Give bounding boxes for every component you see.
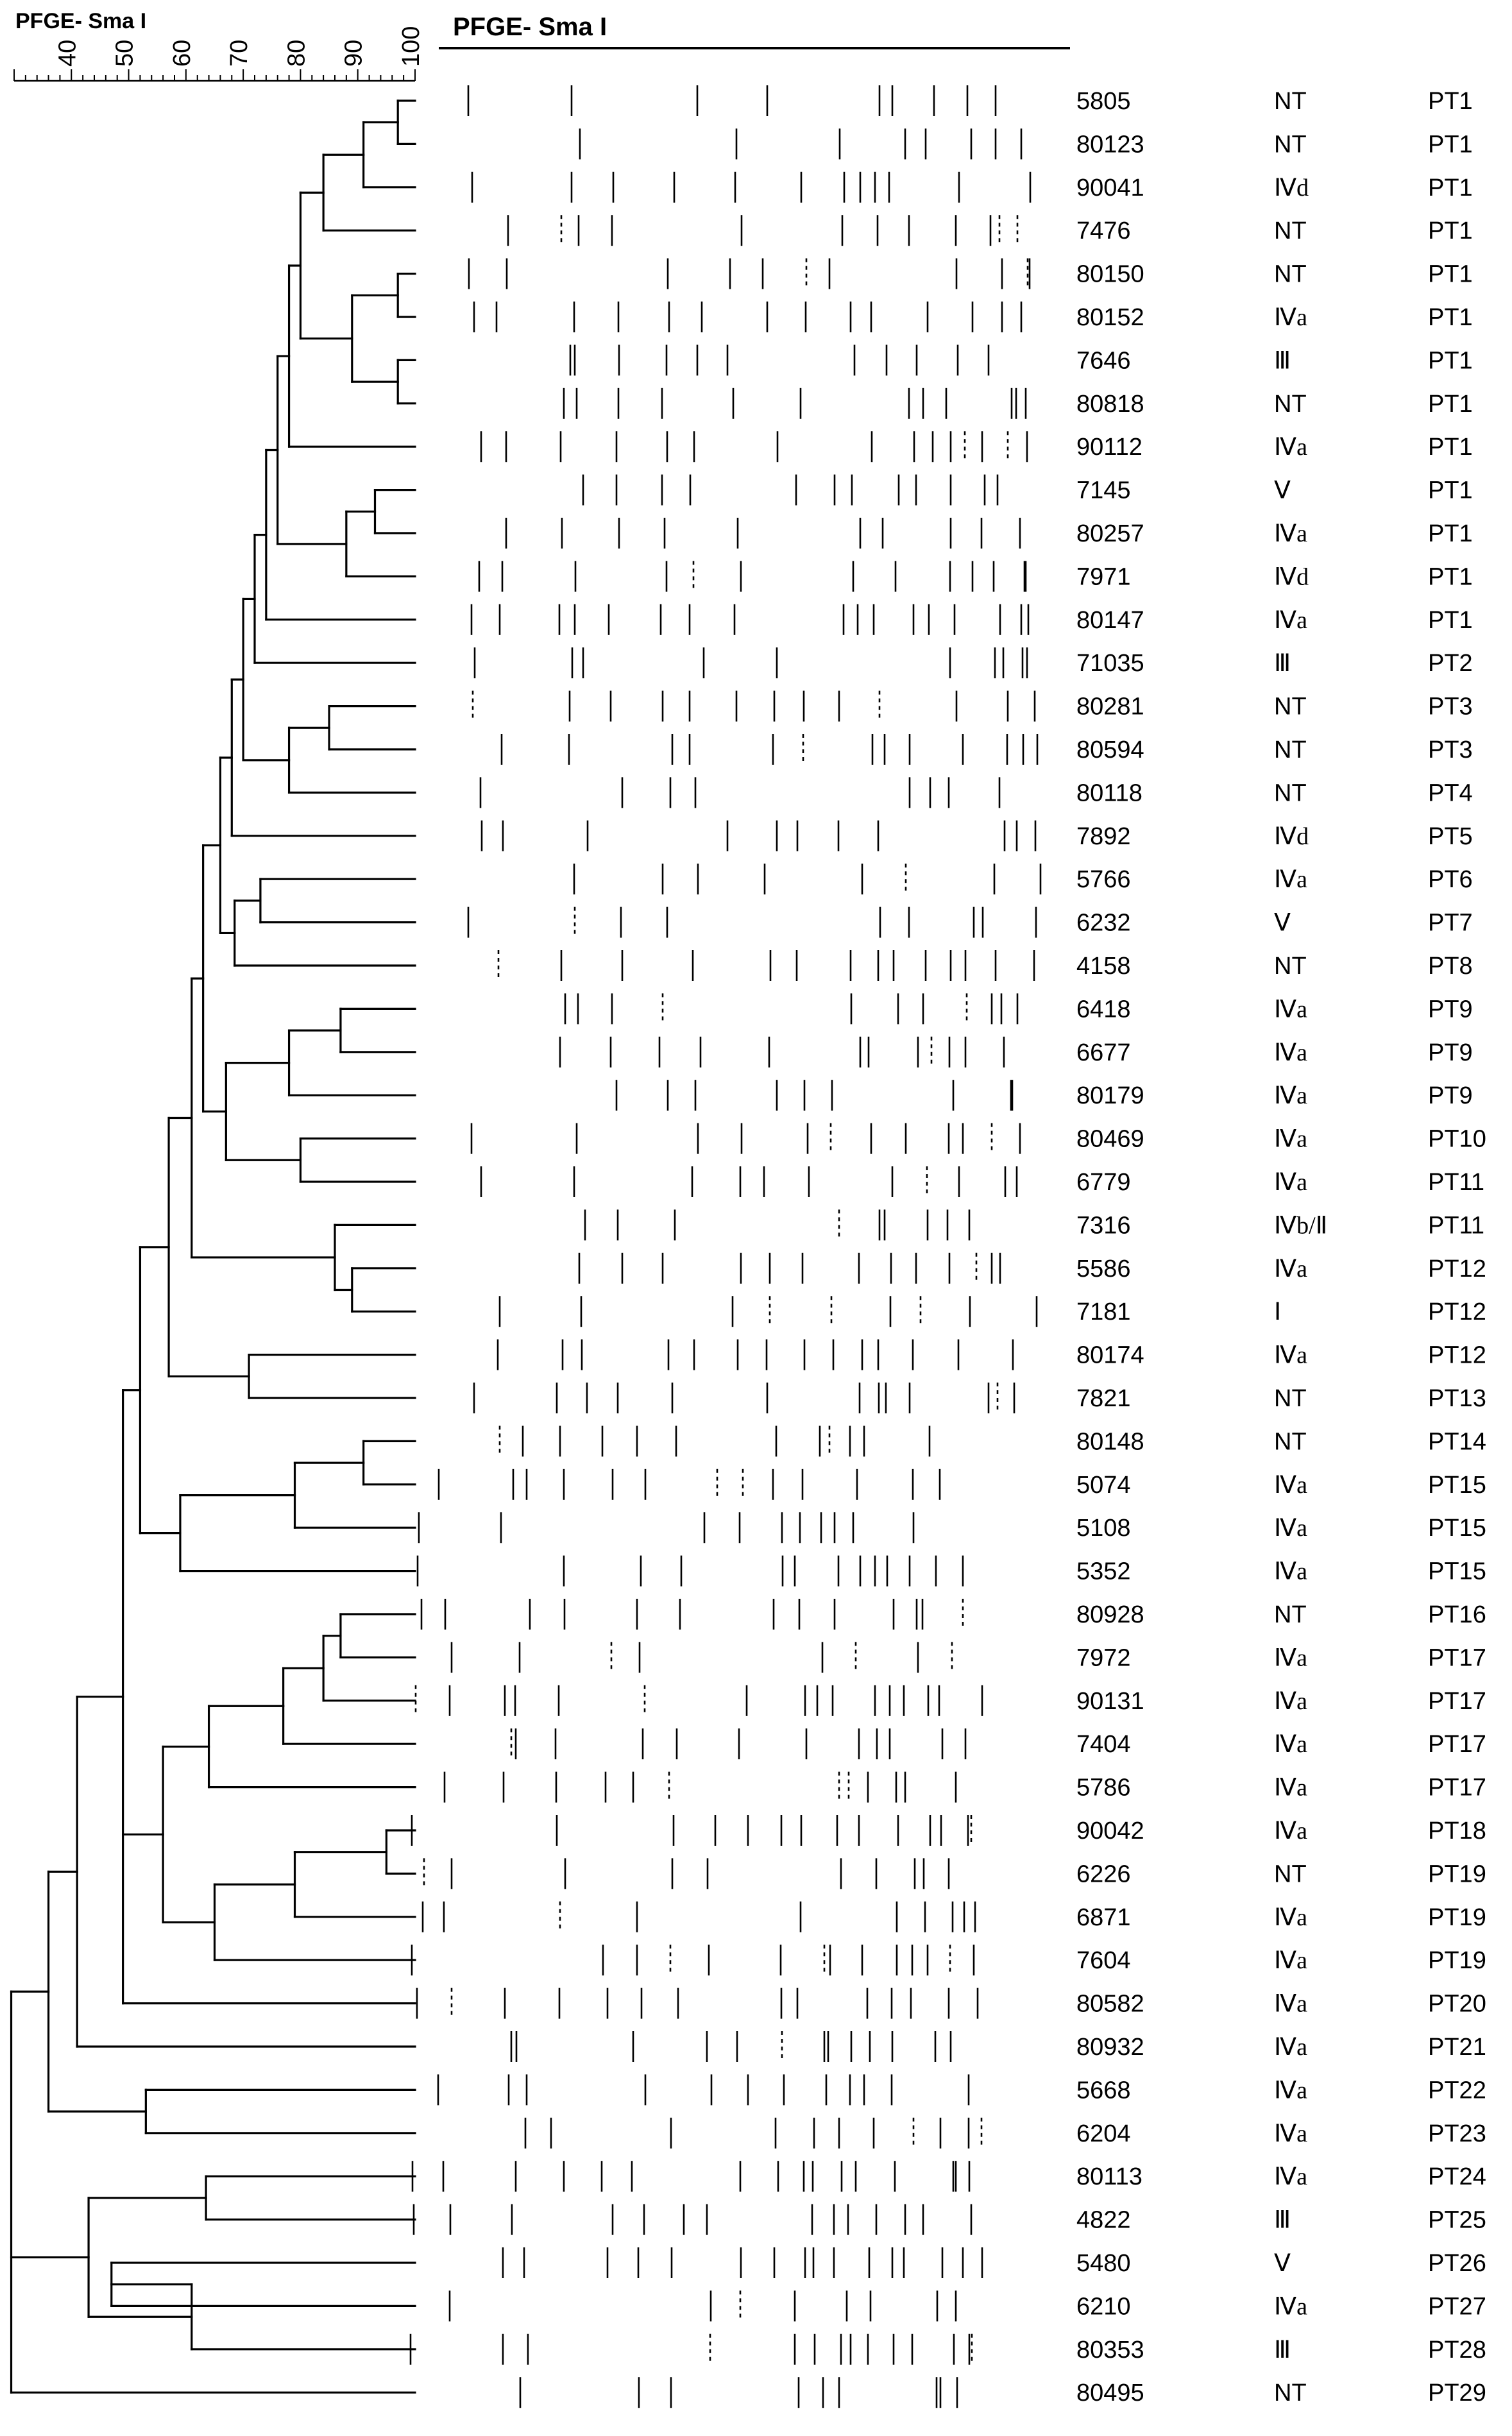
- isolate-id: 80113: [1076, 2163, 1142, 2191]
- serotype-label: Ⅳa: [1274, 1818, 1307, 1844]
- isolate-id: 80594: [1076, 737, 1144, 763]
- serotype-label: NT: [1274, 1861, 1307, 1888]
- pulsotype-label: PT17: [1428, 1687, 1486, 1715]
- isolate-id: 6871: [1076, 1904, 1131, 1931]
- serotype-label: Ⅳa: [1274, 1558, 1307, 1585]
- serotype-label: Ⅲ: [1274, 347, 1291, 375]
- serotype-label: Ⅲ: [1274, 2206, 1291, 2234]
- pulsotype-label: PT8: [1428, 953, 1473, 980]
- pulsotype-label: PT14: [1428, 1428, 1486, 1456]
- serotype-label: Ⅳd: [1274, 822, 1309, 850]
- isolate-id: 5074: [1076, 1471, 1131, 1499]
- isolate-id: 7404: [1076, 1731, 1131, 1759]
- serotype-label: Ⅳa: [1274, 2163, 1307, 2191]
- pulsotype-label: PT19: [1428, 1861, 1486, 1888]
- serotype-label: Ⅳa: [1274, 996, 1307, 1023]
- isolate-id: 80928: [1076, 1601, 1144, 1628]
- serotype-label: NT: [1274, 1601, 1307, 1628]
- isolate-id: 7604: [1076, 1947, 1131, 1975]
- pfge-gel-lanes: [411, 85, 1041, 2408]
- isolate-id: 80281: [1076, 693, 1144, 720]
- serotype-label: Ⅳa: [1274, 1039, 1307, 1066]
- pulsotype-label: PT1: [1428, 390, 1473, 418]
- pulsotype-label: PT17: [1428, 1774, 1486, 1801]
- serotype-label: Ⅳa: [1274, 1125, 1307, 1153]
- isolate-id: 5668: [1076, 2077, 1131, 2104]
- isolate-id: 5786: [1076, 1774, 1131, 1801]
- isolate-id: 5352: [1076, 1558, 1131, 1585]
- isolate-id: 4822: [1076, 2206, 1131, 2234]
- isolate-table: [1076, 88, 1486, 2406]
- pulsotype-label: PT12: [1428, 1299, 1486, 1326]
- serotype-label: Ⅴ: [1274, 909, 1291, 937]
- isolate-id: 7316: [1076, 1212, 1131, 1239]
- isolate-id: 6204: [1076, 2120, 1131, 2147]
- serotype-label: Ⅳa: [1274, 304, 1307, 331]
- pulsotype-label: PT25: [1428, 2206, 1486, 2234]
- isolate-id: 90112: [1076, 434, 1142, 461]
- isolate-id: 5586: [1076, 1255, 1131, 1282]
- pulsotype-label: PT26: [1428, 2250, 1486, 2277]
- isolate-id: 5805: [1076, 88, 1131, 115]
- serotype-label: NT: [1274, 88, 1307, 115]
- isolate-id: 7971: [1076, 563, 1131, 591]
- isolate-id: 80152: [1076, 304, 1144, 331]
- serotype-label: NT: [1274, 131, 1307, 158]
- similarity-scale: [14, 26, 425, 81]
- isolate-id: 7145: [1076, 477, 1131, 504]
- pulsotype-label: PT20: [1428, 1990, 1486, 2018]
- pulsotype-label: PT17: [1428, 1644, 1486, 1672]
- isolate-id: 5108: [1076, 1515, 1131, 1542]
- isolate-id: 6210: [1076, 2293, 1131, 2321]
- pulsotype-label: PT5: [1428, 822, 1473, 850]
- pulsotype-label: PT15: [1428, 1558, 1486, 1585]
- pulsotype-label: PT1: [1428, 563, 1473, 591]
- pulsotype-label: PT4: [1428, 779, 1473, 807]
- serotype-label: Ⅳa: [1274, 2077, 1307, 2104]
- isolate-id: 80148: [1076, 1428, 1144, 1456]
- serotype-label: Ⅳa: [1274, 2034, 1307, 2061]
- pulsotype-label: PT13: [1428, 1385, 1486, 1412]
- isolate-id: 7821: [1076, 1385, 1131, 1412]
- isolate-id: 7646: [1076, 347, 1131, 375]
- serotype-label: Ⅳa: [1274, 1342, 1307, 1369]
- isolate-id: 6232: [1076, 909, 1131, 937]
- serotype-label: Ⅳa: [1274, 1990, 1307, 2018]
- isolate-id: 7181: [1076, 1299, 1131, 1326]
- dendrogram-title: PFGE- Sma I: [15, 9, 147, 33]
- pulsotype-label: PT28: [1428, 2336, 1486, 2364]
- pulsotype-label: PT15: [1428, 1471, 1486, 1499]
- serotype-label: Ⅳa: [1274, 866, 1307, 894]
- pulsotype-label: PT1: [1428, 174, 1473, 201]
- dendrogram: [12, 101, 415, 2392]
- gel-title: PFGE- Sma I: [453, 13, 607, 41]
- pulsotype-label: PT21: [1428, 2034, 1486, 2061]
- serotype-label: Ⅳa: [1274, 606, 1307, 634]
- pulsotype-label: PT19: [1428, 1947, 1486, 1975]
- pulsotype-label: PT1: [1428, 520, 1473, 547]
- pulsotype-label: PT3: [1428, 737, 1473, 763]
- isolate-id: 80582: [1076, 1990, 1144, 2018]
- isolate-id: 7476: [1076, 217, 1131, 245]
- pulsotype-label: PT1: [1428, 217, 1473, 245]
- serotype-label: Ⅳa: [1274, 1774, 1307, 1801]
- pulsotype-label: PT17: [1428, 1731, 1486, 1759]
- pulsotype-label: PT16: [1428, 1601, 1486, 1628]
- pulsotype-label: PT11: [1428, 1169, 1485, 1196]
- pulsotype-label: PT22: [1428, 2077, 1486, 2104]
- serotype-label: Ⅳd: [1274, 563, 1309, 591]
- serotype-label: Ⅳa: [1274, 520, 1307, 547]
- pulsotype-label: PT12: [1428, 1342, 1486, 1369]
- serotype-label: Ⅳb/Ⅱ: [1274, 1212, 1328, 1239]
- pulsotype-label: PT1: [1428, 260, 1473, 288]
- pulsotype-label: PT3: [1428, 693, 1473, 720]
- isolate-id: 90041: [1076, 174, 1144, 201]
- scale-tick-label: 80: [283, 39, 310, 67]
- isolate-id: 4158: [1076, 953, 1131, 980]
- scale-tick-label: 40: [54, 39, 81, 67]
- isolate-id: 80469: [1076, 1125, 1144, 1153]
- serotype-label: Ⅳa: [1274, 1904, 1307, 1931]
- isolate-id: 80123: [1076, 131, 1144, 158]
- serotype-label: NT: [1274, 737, 1307, 763]
- serotype-label: Ⅳa: [1274, 2120, 1307, 2147]
- serotype-label: Ⅳa: [1274, 2293, 1307, 2321]
- isolate-id: 6418: [1076, 996, 1131, 1023]
- serotype-label: Ⅳd: [1274, 174, 1309, 201]
- isolate-id: 80495: [1076, 2380, 1144, 2407]
- isolate-id: 5766: [1076, 866, 1131, 894]
- serotype-label: Ⅴ: [1274, 2250, 1291, 2277]
- serotype-label: Ⅳa: [1274, 434, 1307, 461]
- pulsotype-label: PT6: [1428, 866, 1473, 894]
- serotype-label: NT: [1274, 1428, 1307, 1456]
- isolate-id: 6677: [1076, 1039, 1131, 1066]
- pulsotype-label: PT1: [1428, 606, 1473, 634]
- scale-tick-label: 100: [398, 26, 425, 67]
- pulsotype-label: PT11: [1428, 1212, 1485, 1239]
- pulsotype-label: PT15: [1428, 1515, 1486, 1542]
- serotype-label: NT: [1274, 953, 1307, 980]
- pulsotype-label: PT23: [1428, 2120, 1486, 2147]
- isolate-id: 5480: [1076, 2250, 1131, 2277]
- isolate-id: 80179: [1076, 1082, 1144, 1110]
- isolate-id: 90131: [1076, 1687, 1144, 1715]
- scale-tick-label: 70: [226, 39, 253, 67]
- pulsotype-label: PT29: [1428, 2380, 1486, 2407]
- pulsotype-label: PT2: [1428, 650, 1473, 677]
- serotype-label: Ⅳa: [1274, 1644, 1307, 1672]
- isolate-id: 6226: [1076, 1861, 1131, 1888]
- serotype-label: Ⅳa: [1274, 1515, 1307, 1542]
- pulsotype-label: PT24: [1428, 2163, 1486, 2191]
- serotype-label: NT: [1274, 390, 1307, 418]
- isolate-id: 80932: [1076, 2034, 1144, 2061]
- serotype-label: NT: [1274, 779, 1307, 807]
- serotype-label: Ⅳa: [1274, 1255, 1307, 1282]
- pulsotype-label: PT18: [1428, 1818, 1486, 1844]
- serotype-label: Ⅳa: [1274, 1687, 1307, 1715]
- pulsotype-label: PT10: [1428, 1125, 1486, 1153]
- isolate-id: 90042: [1076, 1818, 1144, 1844]
- serotype-label: NT: [1274, 2380, 1307, 2407]
- serotype-label: Ⅲ: [1274, 2336, 1291, 2364]
- pulsotype-label: PT27: [1428, 2293, 1486, 2321]
- pulsotype-label: PT7: [1428, 909, 1473, 937]
- serotype-label: NT: [1274, 693, 1307, 720]
- isolate-id: 80353: [1076, 2336, 1144, 2364]
- isolate-id: 7892: [1076, 822, 1131, 850]
- pulsotype-label: PT9: [1428, 1082, 1473, 1110]
- serotype-label: NT: [1274, 217, 1307, 245]
- pulsotype-label: PT12: [1428, 1255, 1486, 1282]
- serotype-label: Ⅰ: [1274, 1299, 1282, 1326]
- pulsotype-label: PT1: [1428, 347, 1473, 375]
- pulsotype-label: PT1: [1428, 477, 1473, 504]
- pulsotype-label: PT1: [1428, 304, 1473, 331]
- isolate-id: 80118: [1076, 779, 1142, 807]
- serotype-label: Ⅳa: [1274, 1471, 1307, 1499]
- isolate-id: 80818: [1076, 390, 1144, 418]
- serotype-label: Ⅴ: [1274, 477, 1291, 504]
- isolate-id: 80147: [1076, 606, 1144, 634]
- pulsotype-label: PT9: [1428, 1039, 1473, 1066]
- pulsotype-label: PT9: [1428, 996, 1473, 1023]
- isolate-id: 80174: [1076, 1342, 1144, 1369]
- serotype-label: Ⅳa: [1274, 1731, 1307, 1759]
- isolate-id: 7972: [1076, 1644, 1131, 1672]
- scale-tick-label: 50: [111, 39, 139, 67]
- serotype-label: Ⅳa: [1274, 1947, 1307, 1975]
- scale-tick-label: 60: [168, 39, 196, 67]
- serotype-label: Ⅳa: [1274, 1082, 1307, 1110]
- pulsotype-label: PT19: [1428, 1904, 1486, 1931]
- serotype-label: NT: [1274, 1385, 1307, 1412]
- isolate-id: 80257: [1076, 520, 1144, 547]
- pulsotype-label: PT1: [1428, 434, 1473, 461]
- serotype-label: Ⅲ: [1274, 650, 1291, 677]
- scale-tick-label: 90: [340, 39, 368, 67]
- isolate-id: 71035: [1076, 650, 1144, 677]
- pulsotype-label: PT1: [1428, 131, 1473, 158]
- isolate-id: 6779: [1076, 1169, 1131, 1196]
- serotype-label: Ⅳa: [1274, 1169, 1307, 1196]
- serotype-label: NT: [1274, 260, 1307, 288]
- isolate-id: 80150: [1076, 260, 1144, 288]
- pulsotype-label: PT1: [1428, 88, 1473, 115]
